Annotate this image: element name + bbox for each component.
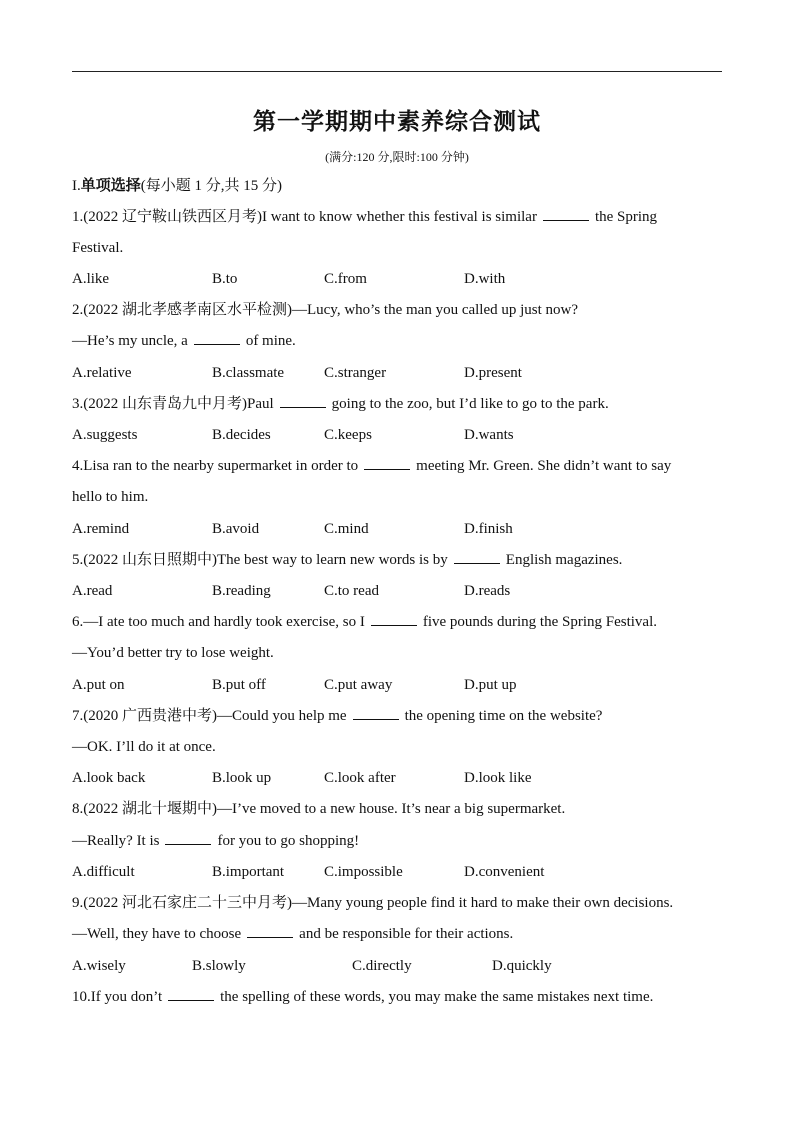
option-a: A.put on <box>72 677 125 693</box>
option-b: B.put off <box>212 677 266 693</box>
option-d: D.present <box>464 365 522 381</box>
section-heading <box>72 177 282 195</box>
option-a: A.wisely <box>72 958 126 974</box>
answer-blank <box>543 208 589 221</box>
question-1-stem: 1.(2022 辽宁鞍山铁西区月考)I want to know whether this festival is similar the Spring <box>72 209 658 225</box>
option-b: B.important <box>212 864 285 880</box>
option-b: B.reading <box>212 583 271 599</box>
question-3-stem: 3.(2022 山东青岛九中月考)Paul going to the zoo, but I’d like to go to the park. <box>72 396 609 412</box>
answer-blank <box>247 925 293 938</box>
answer-blank <box>165 832 211 845</box>
page-subtitle: (满分:120 分,限时:100 分钟) <box>325 150 469 164</box>
answer-blank <box>168 988 214 1001</box>
option-d: D.finish <box>464 521 513 537</box>
answer-blank <box>364 457 410 470</box>
answer-blank <box>280 395 326 408</box>
question-6-options <box>72 676 722 694</box>
option-a: A.remind <box>72 521 130 537</box>
answer-blank <box>353 707 399 720</box>
answer-blank <box>454 551 500 564</box>
option-a: A.relative <box>72 365 132 381</box>
option-c: C.to read <box>324 583 379 599</box>
option-b: B.to <box>212 271 238 287</box>
question-4-options <box>72 520 722 538</box>
question-4-stem: 4.Lisa ran to the nearby supermarket in order to meeting Mr. Green. She didn’t want to say <box>72 458 672 474</box>
question-5-options <box>72 582 722 600</box>
answer-blank <box>371 613 417 626</box>
section-name: 单项选择 <box>80 178 141 194</box>
option-d: D.quickly <box>492 958 552 974</box>
question-9-stem: 9.(2022 河北石家庄二十三中月考)—Many young people find it hard to make their own decisions. <box>72 895 674 911</box>
option-d: D.reads <box>464 583 511 599</box>
question-7-continued: —OK. I’ll do it at once. <box>72 739 216 755</box>
option-c: C.from <box>324 271 367 287</box>
option-c: C.stranger <box>324 365 387 381</box>
option-d: D.with <box>464 271 506 287</box>
option-b: B.slowly <box>192 958 246 974</box>
question-3-options <box>72 426 722 444</box>
option-d: D.wants <box>464 427 514 443</box>
option-b: B.classmate <box>212 365 285 381</box>
section-roman: I. <box>72 178 81 194</box>
page-title: 第一学期期中素养综合测试 <box>253 109 541 135</box>
option-c: C.put away <box>324 677 393 693</box>
option-d: D.look like <box>464 770 532 786</box>
header-rule <box>72 71 722 72</box>
option-a: A.look back <box>72 770 146 786</box>
question-8-options <box>72 863 722 881</box>
question-4-continued: hello to him. <box>72 489 149 505</box>
question-2-options <box>72 364 722 382</box>
option-b: B.look up <box>212 770 272 786</box>
question-5-stem: 5.(2022 山东日照期中)The best way to learn new words is by English magazines. <box>72 552 623 568</box>
option-c: C.directly <box>352 958 412 974</box>
section-note: (每小题 1 分,共 15 分) <box>140 178 283 194</box>
question-1-options <box>72 270 722 288</box>
option-a: A.like <box>72 271 110 287</box>
question-10-stem: 10.If you don’t the spelling of these words, you may make the same mistakes next time. <box>72 989 654 1005</box>
question-7-options <box>72 769 722 787</box>
question-6-continued: —You’d better try to lose weight. <box>72 645 274 661</box>
option-c: C.keeps <box>324 427 372 443</box>
option-b: B.decides <box>212 427 271 443</box>
option-c: C.impossible <box>324 864 403 880</box>
option-a: A.difficult <box>72 864 135 880</box>
question-1-continued: Festival. <box>72 240 124 256</box>
question-2-stem: 2.(2022 湖北孝感孝南区水平检测)—Lucy, who’s the man you called up just now? <box>72 302 579 318</box>
option-c: C.mind <box>324 521 369 537</box>
option-c: C.look after <box>324 770 396 786</box>
question-9-options <box>72 957 722 975</box>
option-a: A.read <box>72 583 113 599</box>
question-6-stem: 6.—I ate too much and hardly took exercise, so I five pounds during the Spring Festival. <box>72 614 657 630</box>
question-7-stem: 7.(2020 广西贵港中考)—Could you help me the opening time on the website? <box>72 708 603 724</box>
option-b: B.avoid <box>212 521 260 537</box>
option-d: D.put up <box>464 677 517 693</box>
question-8-response: —Really? It is for you to go shopping! <box>72 833 360 849</box>
answer-blank <box>194 332 240 345</box>
option-d: D.convenient <box>464 864 545 880</box>
question-9-response: —Well, they have to choose and be responsible for their actions. <box>72 926 514 942</box>
question-8-stem: 8.(2022 湖北十堰期中)—I’ve moved to a new house. It’s near a big supermarket. <box>72 801 566 817</box>
question-2-response: —He’s my uncle, a of mine. <box>72 333 296 349</box>
option-a: A.suggests <box>72 427 138 443</box>
